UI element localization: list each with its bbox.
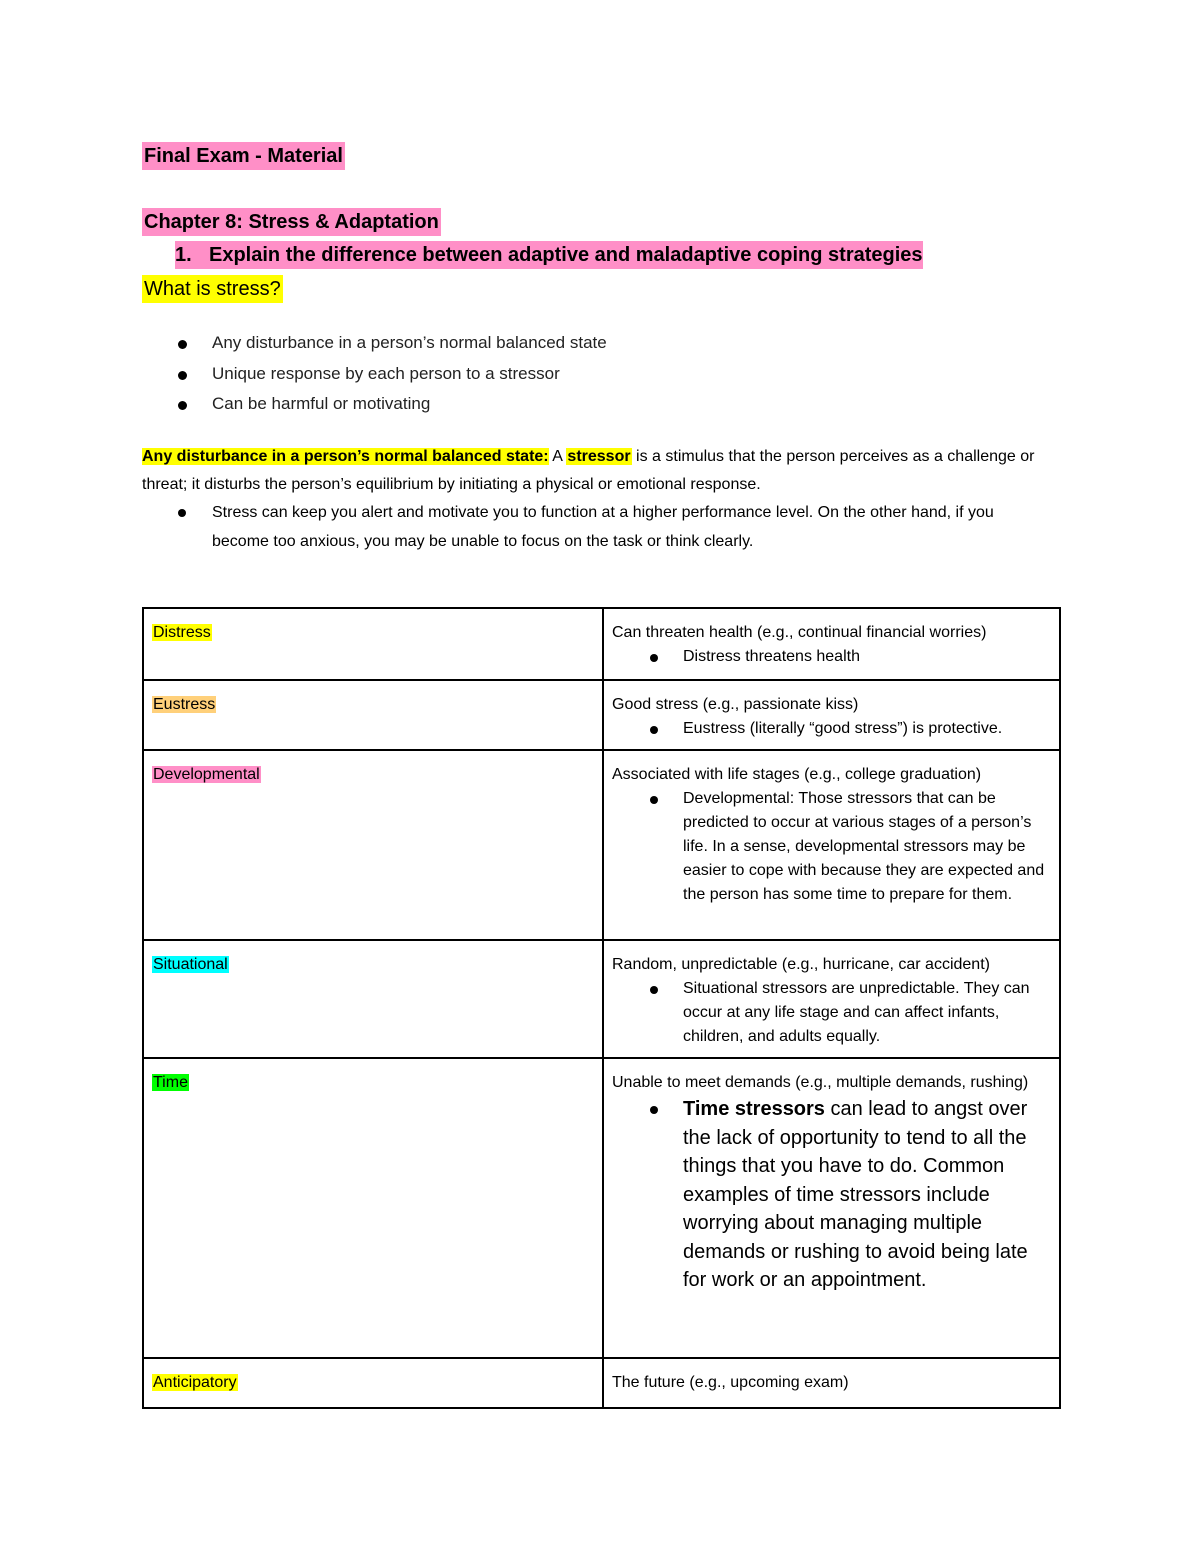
stressor-types-table: [142, 607, 1061, 1409]
stressor-label-cell: [143, 1058, 603, 1358]
stressor-label-cell: [143, 1358, 603, 1408]
stressor-description-cell: [603, 1358, 1060, 1408]
stressor-label-cell: [143, 680, 603, 750]
stressor-label-cell: [143, 750, 603, 940]
stress-bullet-list: [175, 328, 607, 420]
stressor-description-cell: [603, 750, 1060, 940]
bullet-item: Unique response by each person to a stressor: [175, 359, 607, 390]
table-row: [143, 940, 1060, 1058]
document-title: Final Exam - Material: [142, 142, 345, 170]
stressor-label: Distress: [153, 624, 211, 641]
stressor-detail: Distress threatens health: [612, 645, 1051, 669]
stressor-description: Can threaten health (e.g., continual financial worries): [612, 624, 987, 641]
objective-text: Explain the difference between adaptive and maladaptive coping strategies: [209, 244, 923, 266]
stressor-detail: Eustress (literally “good stress”) is protective.: [612, 717, 1051, 741]
learning-objective: [175, 241, 923, 269]
stressor-description-cell: [603, 608, 1060, 680]
definition-lead: Any disturbance in a person’s normal balanced state:: [142, 448, 549, 465]
question-heading: What is stress?: [142, 275, 283, 303]
table-row: [143, 750, 1060, 940]
table-row: [143, 608, 1060, 680]
stressor-description: The future (e.g., upcoming exam): [612, 1374, 849, 1391]
stressor-label-cell: [143, 940, 603, 1058]
stressor-label: Anticipatory: [153, 1374, 237, 1391]
stressor-description: Associated with life stages (e.g., college graduation): [612, 766, 982, 783]
stressor-label: Situational: [153, 956, 228, 973]
definition-pre-term: A: [548, 448, 567, 465]
definition-rest: is a stimulus that the person perceives as a challenge or threat; it disturbs the person’s equilibrium by initiating a physical or emotional response.: [142, 448, 1035, 493]
stressor-description-cell: [603, 1058, 1060, 1358]
stressor-description: Unable to meet demands (e.g., multiple demands, rushing): [612, 1074, 1029, 1091]
stressor-description-cell: [603, 940, 1060, 1058]
stressor-description: Random, unpredictable (e.g., hurricane, car accident): [612, 956, 990, 973]
chapter-heading: Chapter 8: Stress & Adaptation: [142, 208, 441, 236]
table-row: [143, 1358, 1060, 1408]
bullet-item: Any disturbance in a person’s normal balanced state: [175, 328, 607, 359]
stressor-label: Time: [153, 1074, 188, 1091]
definition-sub-bullet: Stress can keep you alert and motivate you to function at a higher performance level. On the other hand, if you become too anxious, you may be unable to focus on the task or think clearly.: [175, 498, 1055, 556]
stressor-description-cell: [603, 680, 1060, 750]
stressor-label-cell: [143, 608, 603, 680]
stressor-label: Developmental: [153, 766, 260, 783]
stressor-label: Eustress: [153, 696, 216, 713]
bullet-item: Can be harmful or motivating: [175, 389, 607, 420]
stressor-detail-text: can lead to angst over the lack of opportunity to tend to all the things that you have to do. Common examples of time stressors include worrying about managing multiple demands or rushing to avoid being late for work or an appointment.: [683, 1098, 1028, 1291]
definition-term: stressor: [567, 448, 631, 465]
stressor-detail: [612, 1095, 1051, 1295]
definition-paragraph: [142, 443, 1062, 499]
table-row: [143, 1058, 1060, 1358]
table-row: [143, 680, 1060, 750]
stressor-description: Good stress (e.g., passionate kiss): [612, 696, 859, 713]
objective-number: 1.: [175, 244, 192, 266]
stressor-detail-term: Time stressors: [683, 1098, 825, 1120]
stressor-detail: Developmental: Those stressors that can be predicted to occur at various stages of a person’s life. In a sense, developmental stressors may be easier to cope with because they are expected and the person has some time to prepare for them.: [612, 787, 1051, 907]
stressor-detail: Situational stressors are unpredictable. They can occur at any life stage and can affect infants, children, and adults equally.: [612, 977, 1051, 1049]
